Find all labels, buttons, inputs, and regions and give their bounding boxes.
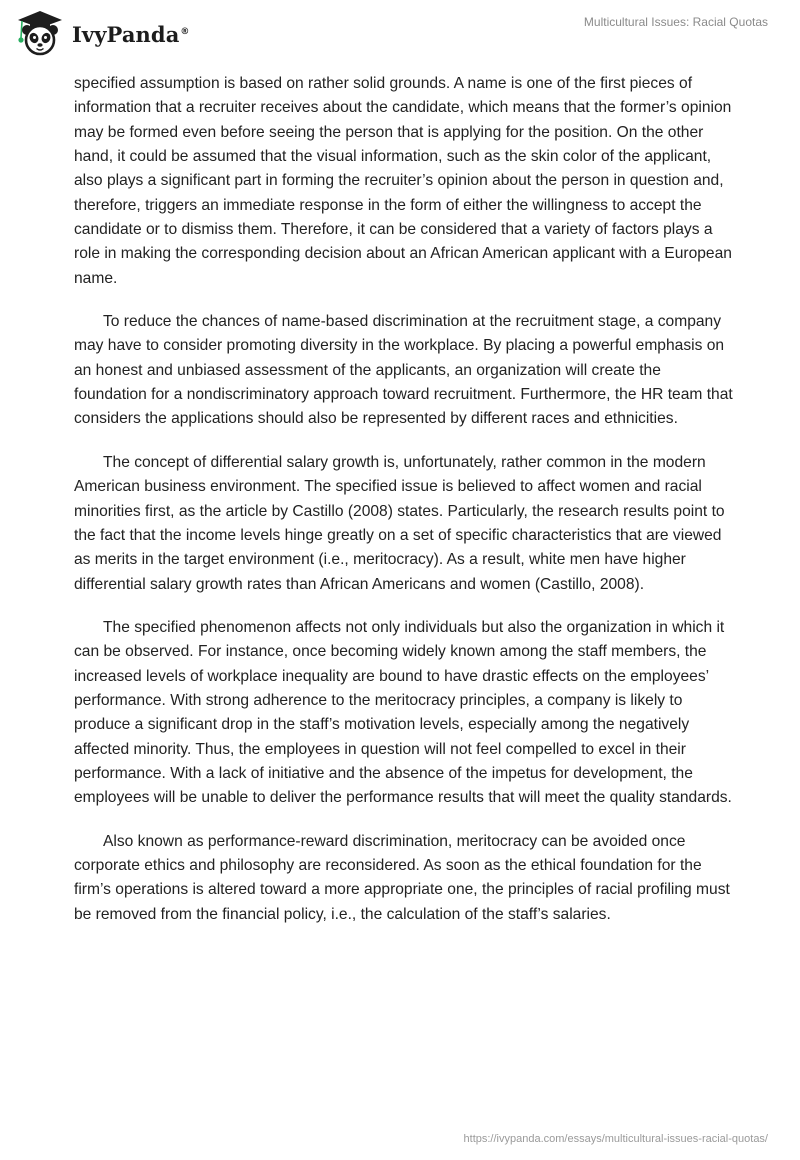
paragraph-3: The concept of differential salary growth is, unfortunately, rather common in the modern American business environment. The specified issue is believed to affect women and racial minorities first, as the article by Castillo (2008) states. Particularly, the research results point to the fact that the income levels hinge greatly on a set of specific characteristics that are viewed as merits in the target environment (i.e., meritocracy). As a result, white men have higher differential salary growth rates than African Americans and women (Castillo, 2008).: [74, 453, 725, 593]
ivypanda-logo[interactable]: [14, 9, 190, 57]
page-header: [0, 0, 800, 70]
logo-wordmark: IvyPanda®: [72, 21, 190, 47]
paragraph-1: specified assumption is based on rather solid grounds. A name is one of the first pieces of information that a recruiter receives about the candidate, which means that the former’s opinion may be formed even before seeing the person that is applying for the position. On the other hand, it could be assumed that the visual information, such as the skin color of the applicant, also plays a significant part in forming the recruiter’s opinion about the person in question and, therefore, triggers an immediate response in the form of either the willingness to accept the candidate or to dismiss them. Therefore, it can be considered that a variety of factors plays a role in making the corresponding decision about an African American applicant with a European name.: [74, 75, 732, 287]
essay-body: [74, 72, 734, 946]
paragraph-2: To reduce the chances of name-based discrimination at the recruitment stage, a company may have to consider promoting diversity in the workplace. By placing a powerful emphasis on an honest and unbiased assessment of the applicants, an organization will create the foundation for a nondiscriminatory approach toward recruitment. Furthermore, the HR team that considers the applications should also be represented by different races and ethnicities.: [74, 313, 733, 428]
panda-logo-icon: [14, 9, 66, 57]
paragraph-4: The specified phenomenon affects not only individuals but also the organization in which it can be observed. For instance, once becoming widely known among the staff members, the increased levels of workplace inequality are bound to have drastic effects on the employees’ performance. With strong adherence to the meritocracy principles, a company is likely to produce a significant drop in the staff’s motivation levels, especially among the negatively affected minority. Thus, the employees in question will not feel compelled to excel in their performance. With a lack of initiative and the absence of the impetus for development, the employees will be unable to deliver the performance results that will meet the quality standards.: [74, 618, 732, 807]
paragraph-5: Also known as performance-reward discrimination, meritocracy can be avoided once corporate ethics and philosophy are reconsidered. As soon as the ethical foundation for the firm’s operations is altered toward a more appropriate one, the principles of racial profiling must be removed from the financial policy, i.e., the calculation of the staff’s salaries.: [74, 832, 730, 923]
registered-mark: ®: [180, 26, 190, 37]
document-title: Multicultural Issues: Racial Quotas: [583, 15, 768, 29]
source-url-link[interactable]: https://ivypanda.com/essays/multicultural-issues-racial-quotas/: [463, 1133, 768, 1145]
